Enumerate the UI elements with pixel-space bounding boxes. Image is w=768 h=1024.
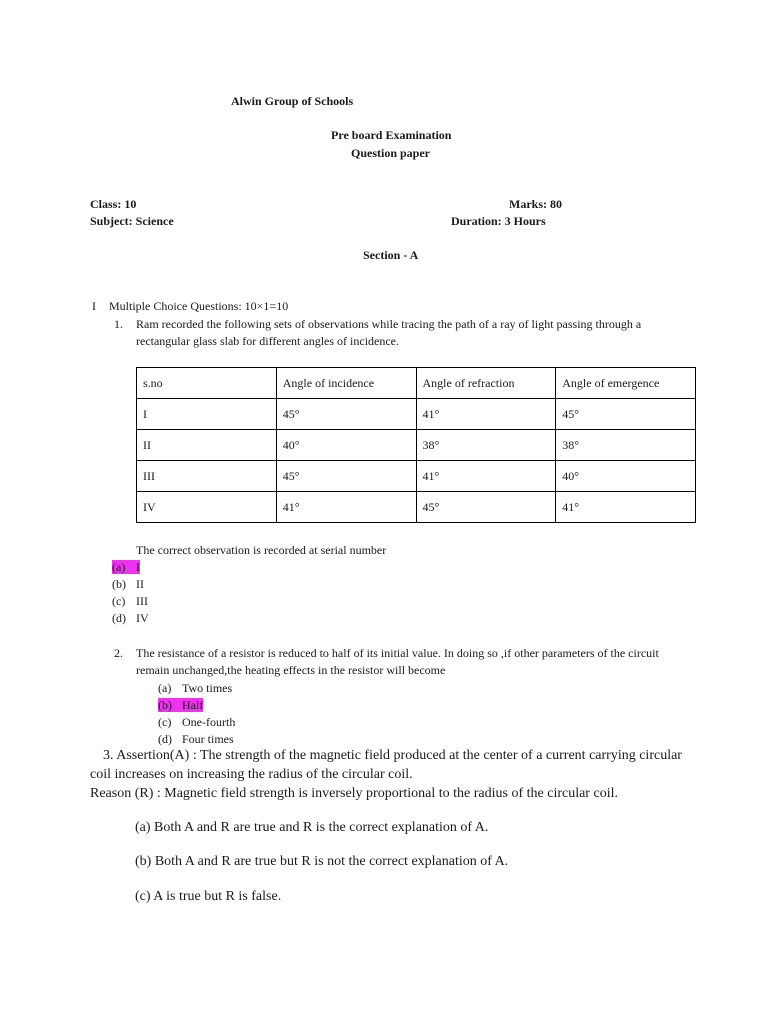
table-header-row — [137, 368, 696, 399]
table-cell: 38° — [556, 430, 696, 461]
q2-text-line1: The resistance of a resistor is reduced to half of its initial value. In doing so ,if other parameters of the circuit — [136, 646, 659, 660]
table-cell: IV — [137, 492, 277, 523]
option-marker: (a) — [112, 560, 126, 574]
q2-option-d — [158, 732, 234, 747]
table-cell: 38° — [416, 430, 556, 461]
subject-label: Subject: Science — [90, 214, 174, 228]
school-name: Alwin Group of Schools — [231, 94, 354, 108]
q3-reason: Reason (R) : Magnetic field strength is inversely proportional to the radius of the circular coil. — [90, 786, 618, 801]
q1-option-c — [112, 594, 148, 609]
option-text: I — [136, 560, 140, 574]
table-cell: 41° — [276, 492, 416, 523]
table-cell: 45° — [276, 399, 416, 430]
q2-option-c — [158, 715, 235, 730]
duration-label: Duration: 3 Hours — [451, 214, 546, 228]
q3-option-a: (a) Both A and R are true and R is the correct explanation of A. — [135, 820, 489, 835]
q2-number: 2. — [114, 646, 123, 660]
table-cell: III — [137, 461, 277, 492]
table-header-cell: s.no — [137, 368, 277, 399]
table-cell: I — [137, 399, 277, 430]
observation-table — [136, 367, 696, 523]
q1-text-line1: Ram recorded the following sets of observations while tracing the path of a ray of light passing through a — [136, 317, 642, 331]
q2-text-line2: remain unchanged,the heating effects in the resistor will become — [136, 663, 446, 677]
option-text: III — [136, 594, 148, 608]
answer-highlight — [112, 560, 140, 574]
option-text: One-fourth — [182, 715, 236, 729]
q1-text-line2: rectangular glass slab for different angles of incidence. — [136, 334, 400, 348]
option-marker: (c) — [158, 715, 172, 729]
table-row — [137, 461, 696, 492]
q2-option-a — [158, 681, 232, 696]
option-marker: (d) — [158, 732, 172, 746]
q1-option-a — [112, 560, 140, 575]
option-marker: (d) — [112, 611, 126, 625]
q1-option-b — [112, 577, 144, 592]
option-marker: (a) — [158, 681, 172, 695]
class-label: Class: 10 — [90, 197, 137, 211]
answer-highlight — [158, 698, 203, 712]
table-cell: 45° — [416, 492, 556, 523]
option-text: Four times — [182, 732, 234, 746]
section-title: Section - A — [363, 248, 419, 262]
table-cell: 41° — [416, 399, 556, 430]
table-row — [137, 399, 696, 430]
option-marker: (b) — [158, 698, 172, 712]
option-marker: (b) — [112, 577, 126, 591]
marks-label: Marks: 80 — [509, 197, 562, 211]
table-row — [137, 492, 696, 523]
q3-assertion-line2: coil increases on increasing the radius of the circular coil. — [90, 767, 413, 782]
q3-assertion-line1: 3. Assertion(A) : The strength of the magnetic field produced at the center of a current carrying circular — [103, 748, 682, 763]
table-cell: 41° — [556, 492, 696, 523]
table-cell: 40° — [276, 430, 416, 461]
mcq-numeral: I — [92, 299, 96, 313]
table-cell: 41° — [416, 461, 556, 492]
option-text: IV — [136, 611, 149, 625]
q3-option-b: (b) Both A and R are true but R is not the correct explanation of A. — [135, 854, 509, 869]
option-marker: (c) — [112, 594, 126, 608]
table-cell: 40° — [556, 461, 696, 492]
option-text: Two times — [182, 681, 233, 695]
mcq-heading: Multiple Choice Questions: 10×1=10 — [109, 299, 289, 313]
q1-option-d — [112, 611, 149, 626]
option-text: II — [136, 577, 144, 591]
exam-title: Pre board Examination — [331, 128, 452, 142]
option-text: Half — [182, 698, 204, 712]
table-header-cell: Angle of emergence — [556, 368, 696, 399]
q1-number: 1. — [114, 317, 123, 331]
table-row — [137, 430, 696, 461]
q1-prompt: The correct observation is recorded at serial number — [136, 543, 387, 557]
table-header-cell: Angle of refraction — [416, 368, 556, 399]
table-cell: II — [137, 430, 277, 461]
table-cell: 45° — [556, 399, 696, 430]
q3-option-c: (c) A is true but R is false. — [135, 889, 282, 904]
q2-option-b — [158, 698, 203, 713]
table-cell: 45° — [276, 461, 416, 492]
paper-title: Question paper — [351, 146, 431, 160]
table-header-cell: Angle of incidence — [276, 368, 416, 399]
